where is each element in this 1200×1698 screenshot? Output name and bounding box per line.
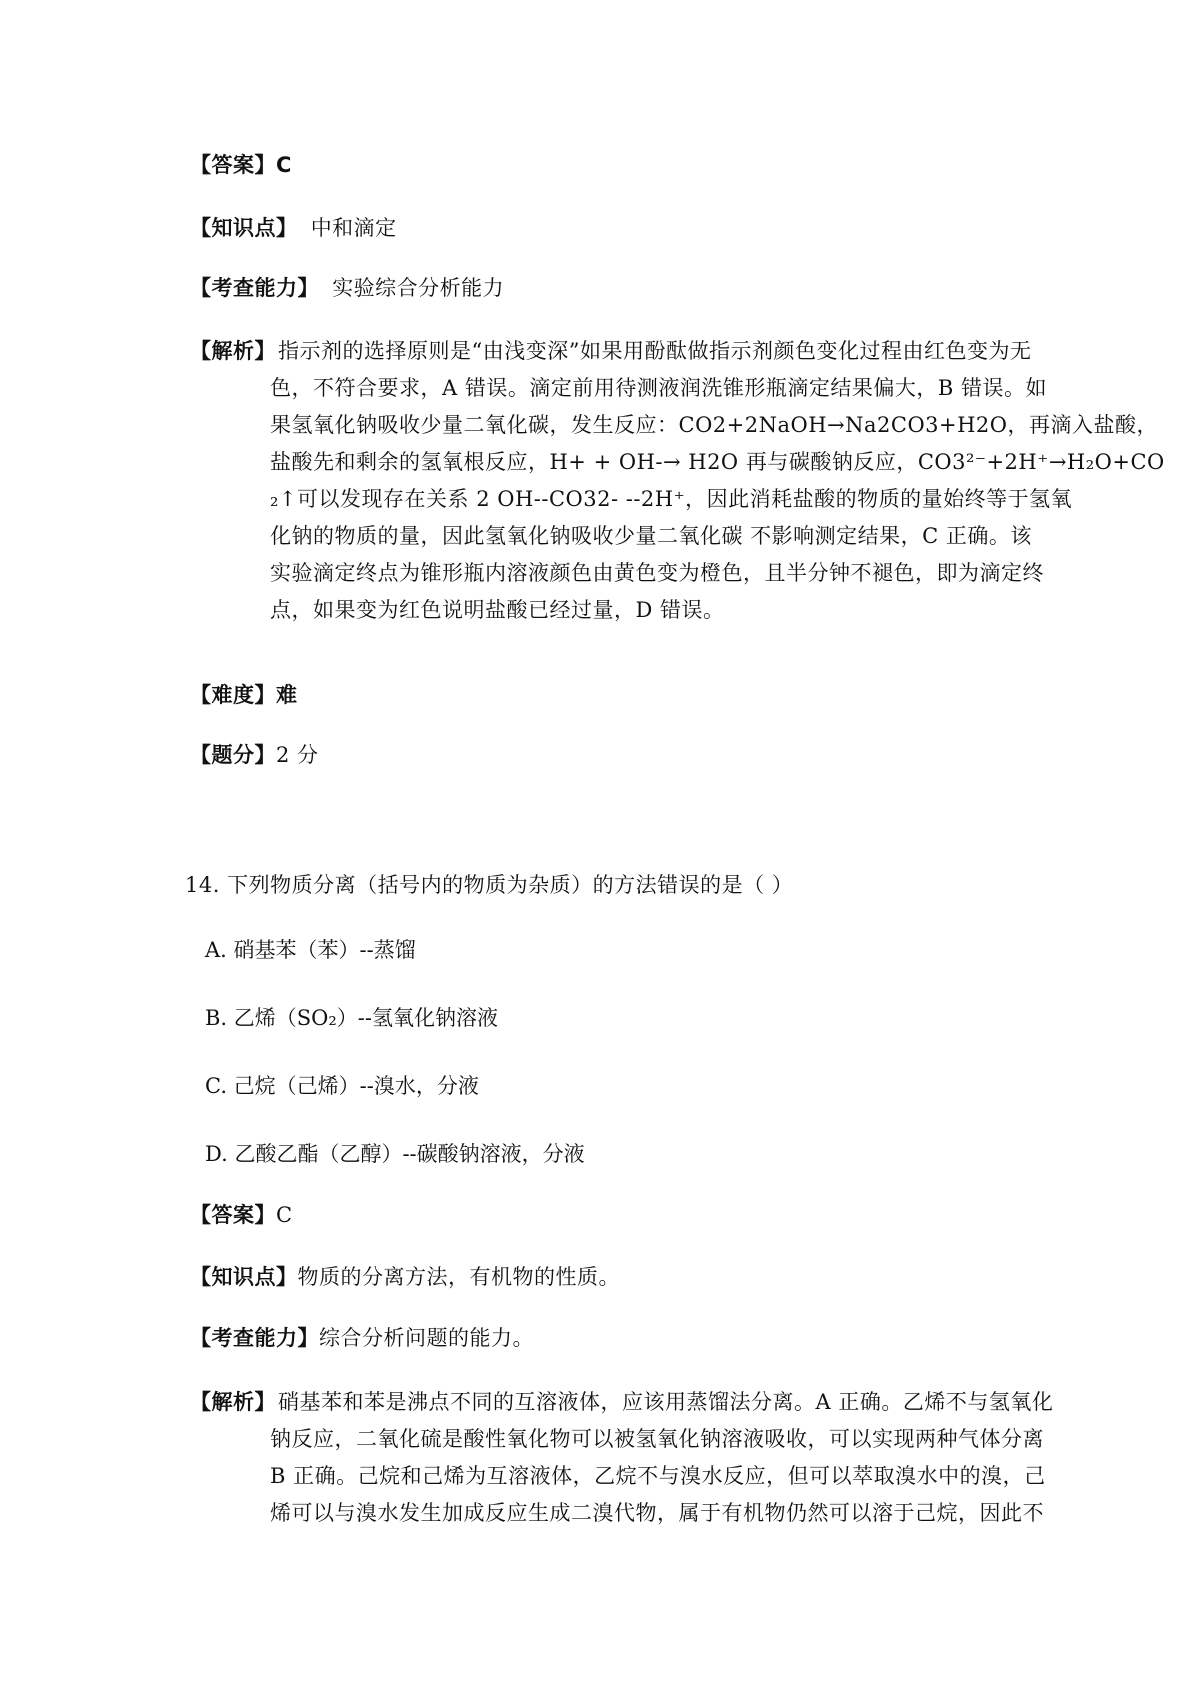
q13-analysis-line: 实验滴定终点为锥形瓶内溶液颜色由黄色变为橙色，且半分钟不褪色，即为滴定终 xyxy=(270,561,1044,585)
q13-answer-row xyxy=(190,150,292,180)
q14-knowledge-value: 物质的分离方法，有机物的性质。 xyxy=(297,1265,620,1289)
q14-ability-value: 综合分析问题的能力。 xyxy=(319,1326,534,1350)
q13-difficulty-row xyxy=(190,680,298,710)
q13-analysis-line: 点，如果变为红色说明盐酸已经过量，D 错误。 xyxy=(270,598,725,622)
q14-analysis-tag: 【解析】 xyxy=(190,1390,276,1414)
q13-score-row xyxy=(190,740,319,770)
q14-analysis-line: 硝基苯和苯是沸点不同的互溶液体，应该用蒸馏法分离。A 正确。乙烯不与氢氧化 xyxy=(278,1390,1054,1414)
q13-analysis-line: 化钠的物质的量，因此氢氧化钠吸收少量二氧化碳 不影响测定结果，C 正确。该 xyxy=(270,524,1032,548)
q14-analysis xyxy=(190,1384,1054,1532)
q14-analysis-line: B 正确。己烷和己烯为互溶液体，乙烷不与溴水反应，但可以萃取溴水中的溴，己 xyxy=(270,1464,1046,1488)
q13-answer-tag: 【答案】 xyxy=(190,153,276,177)
q13-ability-value: 实验综合分析能力 xyxy=(332,276,505,300)
q13-knowledge-value: 中和滴定 xyxy=(310,216,397,240)
q14-option-a: A. 硝基苯（苯）--蒸馏 xyxy=(205,938,416,962)
q13-analysis-line: ₂↑可以发现存在关系 2 OH--CO32- --2H⁺，因此消耗盐酸的物质的量始终等于氢氧 xyxy=(270,487,1073,511)
q14-answer-tag: 【答案】 xyxy=(190,1203,276,1227)
q13-difficulty-value: 难 xyxy=(276,683,298,707)
q14-option-c: C. 己烷（己烯）--溴水，分液 xyxy=(205,1074,479,1098)
q13-analysis-line: 指示剂的选择原则是“由浅变深”如果用酚酞做指示剂颜色变化过程由红色变为无 xyxy=(278,339,1032,363)
q14-ability-tag: 【考查能力】 xyxy=(190,1326,319,1350)
q14-ability-row xyxy=(190,1323,534,1353)
q14-question: 14. 下列物质分离（括号内的物质为杂质）的方法错误的是（ ） xyxy=(185,873,794,897)
q14-knowledge-tag: 【知识点】 xyxy=(190,1265,298,1289)
q14-analysis-body xyxy=(270,1384,1054,1532)
q14-answer-row xyxy=(190,1200,293,1230)
q13-analysis-body xyxy=(270,333,1165,629)
q13-ability-tag: 【考查能力】 xyxy=(190,276,319,300)
q13-analysis-tag: 【解析】 xyxy=(190,339,276,363)
q13-knowledge-tag: 【知识点】 xyxy=(190,216,298,240)
q14-option-d: D. 乙酸乙酯（乙醇）--碳酸钠溶液，分液 xyxy=(205,1142,585,1166)
q13-analysis-line: 盐酸先和剩余的氢氧根反应，H+ + OH-→ H2O 再与碳酸钠反应，CO3²⁻+2H⁺→H₂O+CO xyxy=(270,450,1165,474)
q13-analysis-line: 果氢氧化钠吸收少量二氧化碳，发生反应：CO2+2NaOH→Na2CO3+H2O，再滴入盐酸， xyxy=(270,413,1159,437)
q14-option-b: B. 乙烯（SO₂）--氢氧化钠溶液 xyxy=(205,1006,498,1030)
q13-analysis-line: 色，不符合要求，A 错误。滴定前用待测液润洗锥形瓶滴定结果偏大，B 错误。如 xyxy=(270,376,1047,400)
q14-answer-value: C xyxy=(276,1203,293,1227)
q14-analysis-line: 钠反应，二氧化硫是酸性氧化物可以被氢氧化钠溶液吸收，可以实现两种气体分离 xyxy=(270,1427,1044,1451)
q14-analysis-line: 烯可以与溴水发生加成反应生成二溴代物，属于有机物仍然可以溶于己烷，因此不 xyxy=(270,1501,1044,1525)
q13-score-tag: 【题分】 xyxy=(190,743,276,767)
q13-knowledge-row xyxy=(190,213,397,243)
q13-analysis xyxy=(190,333,1165,629)
q13-score-value: 2 分 xyxy=(276,743,319,767)
q13-answer-value: C xyxy=(276,153,292,177)
q13-difficulty-tag: 【难度】 xyxy=(190,683,276,707)
q14-knowledge-row xyxy=(190,1262,620,1292)
q13-ability-row xyxy=(190,273,504,303)
